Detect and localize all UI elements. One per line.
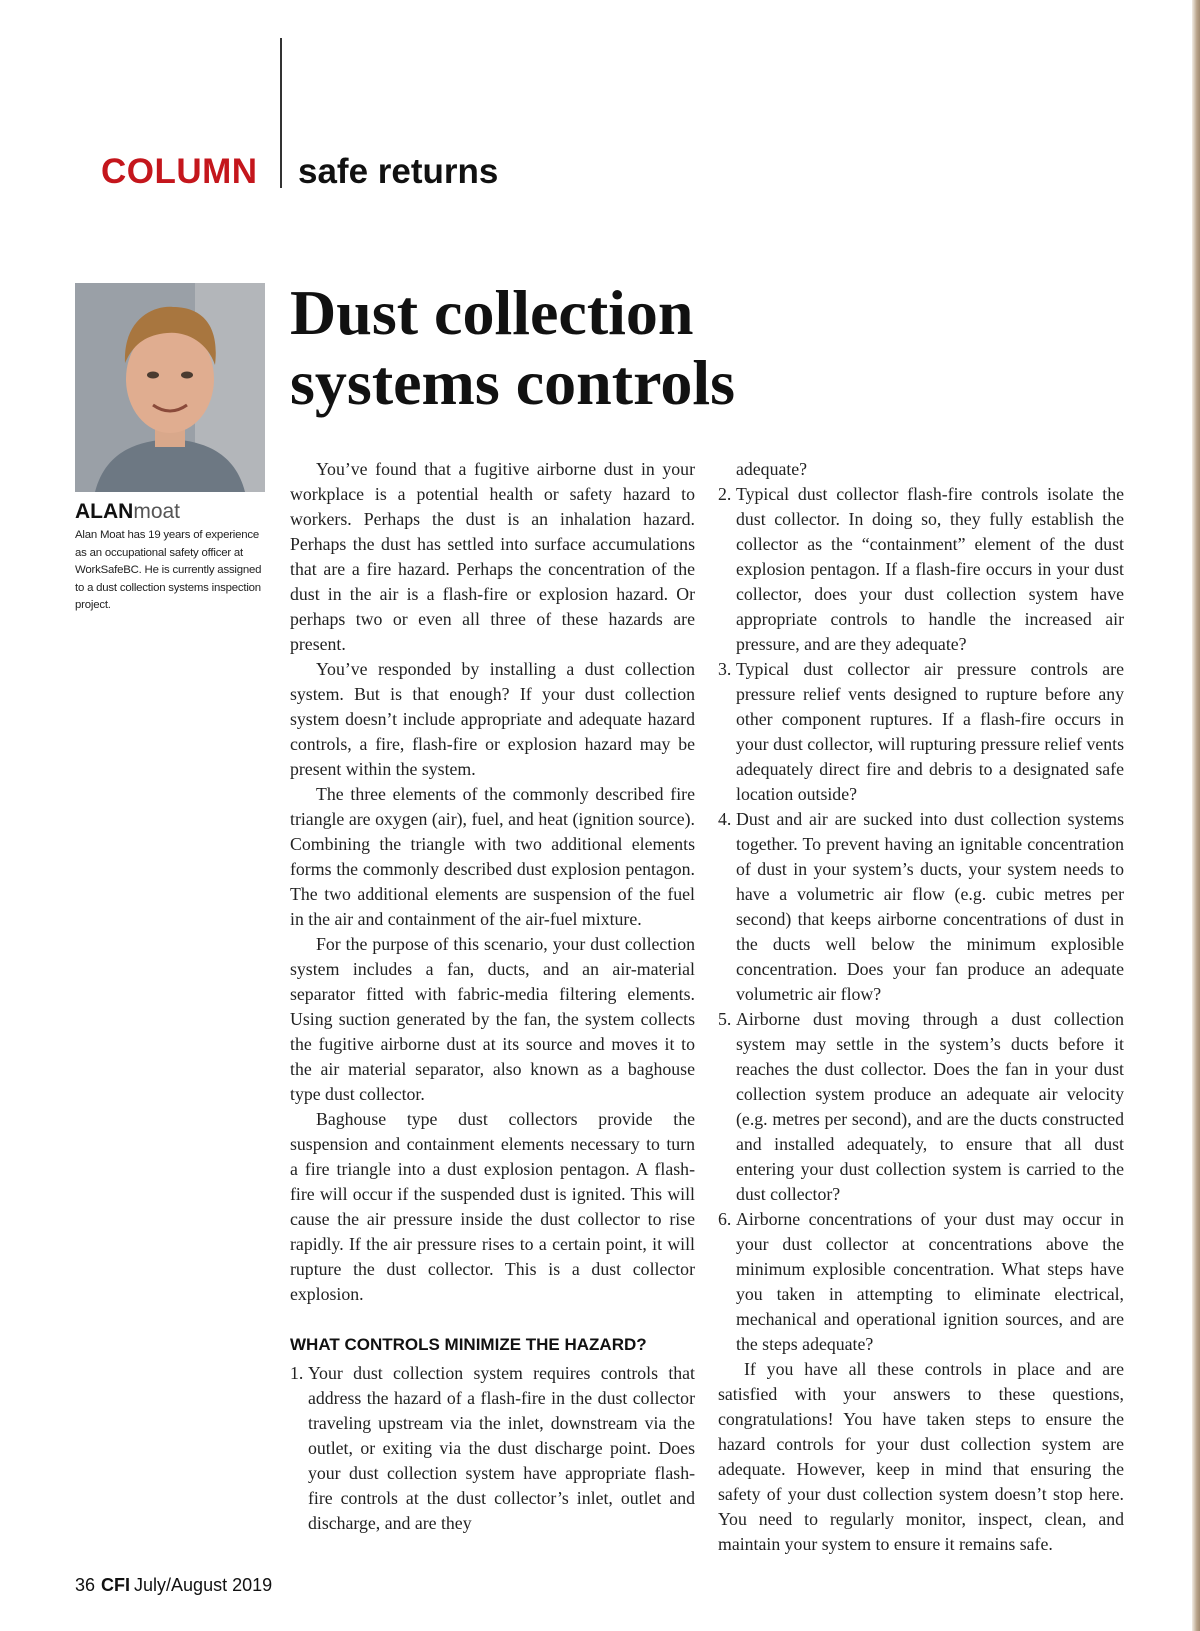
author-bio: Alan Moat has 19 years of experience as an occupational safety officer at WorkSafeBC. He is currently assigned to a dust collection systems inspection project. (75, 529, 262, 611)
list-item-number: 1. (290, 1363, 304, 1383)
list-item-number: 5. (718, 1009, 732, 1029)
list-item (290, 1361, 695, 1536)
list-item-number: 4. (718, 809, 732, 829)
list-item-text: Dust and air are sucked into dust collection systems together. To prevent having an ignitable concentration of dust in your system’s ducts, your system needs to have a volumetric air flow (e.g. cubic metres per second) that keeps airborne concentrations of dust in the ducts well below the minimum explosible concentration. Does your fan produce an adequate volumetric air flow? (736, 809, 1124, 1004)
list-item (718, 1007, 1124, 1207)
page-number: 36 (75, 1575, 96, 1595)
column-name: safe returns (298, 152, 499, 191)
article-title-line-1: Dust collection (290, 277, 694, 348)
closing-paragraph: If you have all these controls in place and are satisfied with your answers to these questions, congratulations! You have taken steps to ensure the hazard controls for your dust collection system are adequate. However, keep in mind that ensuring the safety of your dust collection system doesn’t stop here. You need to regularly monitor, inspect, clean, and maintain your system to ensure it remains safe. (718, 1359, 1124, 1554)
list-item (718, 1207, 1124, 1357)
list-item (718, 482, 1124, 657)
body-paragraph: The three elements of the commonly described fire triangle are oxygen (air), fuel, and heat (ignition source). Combining the triangle with two additional elements forms the commonly described dust explosion pentagon. The two additional elements are suspension of the fuel in the air and containment of the air-fuel mixture. (290, 784, 695, 929)
list-item-text: Typical dust collector air pressure controls are pressure relief vents designed to rupture before any other component ruptures. If a flash-fire occurs in your dust collector, will rupturing pressure relief vents adequately direct fire and debris to a designated safe location outside? (736, 659, 1124, 804)
list-item-text: Airborne dust moving through a dust collection system may settle in the system’s ducts before it reaches the dust collector. Does the fan in your dust collection system produce an adequate air velocity (e.g. metres per second), and are the ducts constructed and installed adequately, to ensure that all dust entering your dust collection system is carried to the dust collector? (736, 1009, 1124, 1204)
list-item-text: Airborne concentrations of your dust may occur in your dust collector at concentrations above the minimum explosible concentration. What steps have you taken in attempting to eliminate electrical, mechanical and operational ignition sources, and are the steps adequate? (736, 1209, 1124, 1354)
list-item (718, 807, 1124, 1007)
author-first-name: ALAN (75, 500, 134, 523)
article-column-left (290, 457, 695, 1536)
article-title (290, 278, 910, 418)
list-item-number: 3. (718, 659, 732, 679)
body-paragraph: For the purpose of this scenario, your dust collection system includes a fan, ducts, and an air-material separator fitted with fabric-media filtering elements. Using suction generated by the fan, the system collects the fugitive airborne dust at its source and moves it to the air material separator, also known as a baghouse type dust collector. (290, 934, 695, 1104)
author-last-name: moat (133, 500, 181, 523)
body-paragraph: You’ve responded by installing a dust collection system. But is that enough? If your dust collection system doesn’t include appropriate and adequate hazard controls, a fire, flash-fire or explosion hazard may be present within the system. (290, 659, 695, 779)
article-column-right (718, 457, 1124, 1557)
list-item-number: 6. (718, 1209, 732, 1229)
list-item-number: 2. (718, 484, 732, 504)
page-edge (1192, 0, 1200, 1631)
list-item-text: Typical dust collector flash-fire controls isolate the dust collector. In doing so, they fully establish the collector as the “containment” element of the dust explosion pentagon. If a flash-fire occurs in your dust collector, does your dust collection system have appropriate controls to handle the increased air pressure, and are they adequate? (736, 484, 1124, 654)
author-photo (75, 283, 265, 492)
list-item-text: Your dust collection system requires controls that address the hazard of a flash-fire in the dust collector traveling upstream via the inlet, downstream via the outlet, or exiting via the dust discharge point. Does your dust collection system have appropriate flash-fire controls at the dust collector’s inlet, outlet and discharge, and are they (308, 1363, 695, 1533)
article-title-line-2: systems controls (290, 347, 735, 418)
magazine-name: CFI (101, 1575, 131, 1595)
body-paragraph: Baghouse type dust collectors provide the suspension and containment elements necessary to turn a fire triangle into a dust explosion pentagon. A flash-fire will occur if the suspended dust is ignited. This will cause the air pressure inside the dust collector to rise rapidly. If the air pressure rises to a certain point, it will rupture the dust collector. This is a dust collector explosion. (290, 1109, 695, 1304)
body-paragraph: You’ve found that a fugitive airborne dust in your workplace is a potential health or safety hazard to workers. Perhaps the dust is an inhalation hazard. Perhaps the dust has settled into surface accumulations that are a fire hazard. Perhaps the concentration of the dust in the air is a flash-fire or explosion hazard. Or perhaps two or even all three of these hazards are present. (290, 459, 695, 654)
issue-date: July/August 2019 (134, 1575, 273, 1595)
header-divider (280, 38, 282, 188)
list-item-continuation: adequate? (736, 459, 808, 479)
list-item (718, 657, 1124, 807)
section-label: COLUMN (101, 152, 258, 191)
author-name (75, 500, 180, 524)
section-subhead: WHAT CONTROLS MINIMIZE THE HAZARD? (290, 1335, 647, 1354)
page-footer (75, 1575, 272, 1596)
